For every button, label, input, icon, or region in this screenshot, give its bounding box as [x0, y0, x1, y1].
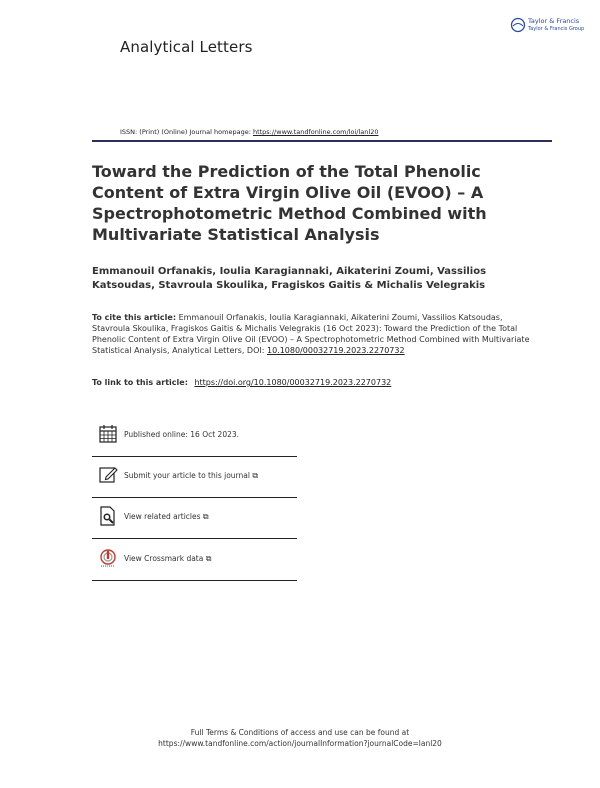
item-divider	[92, 538, 297, 539]
search-document-icon	[98, 506, 118, 526]
item-divider	[92, 580, 297, 581]
doi-link[interactable]: 10.1080/00032719.2023.2270732	[266, 346, 405, 355]
article-url-link[interactable]: https://doi.org/10.1080/00032719.2023.2270732	[194, 378, 392, 387]
submit-article-text: Submit your article to this journal	[124, 471, 250, 480]
calendar-icon	[98, 424, 118, 444]
footer-terms-text: Full Terms & Conditions of access and use can be found at	[190, 728, 410, 737]
publisher-logo-line1: Taylor & Francis	[528, 17, 580, 25]
crossmark-icon	[98, 548, 118, 568]
published-online-label: Published online: 16 Oct 2023.	[124, 430, 240, 439]
article-link-line	[92, 378, 391, 387]
crossmark-label	[124, 554, 211, 564]
footer-terms-link[interactable]: https://www.tandfonline.com/action/journalInformation?journalCode=lanl20	[158, 739, 442, 748]
header-divider	[92, 140, 552, 142]
cite-text: Emmanouil Orfanakis, Ioulia Karagiannaki, Aikaterini Zoumi, Vassilios Katsoudas, Stavroula Skoulika, Fragiskos Gaitis & Michalis Velegrakis (16 Oct 2023): Toward the Prediction of the Total Phenolic Content of Extra Virgin Olive Oil (EVOO) – A Spectrophotometric Method Combined with Multivariate Statistical Analysis, Analytical Letters, DOI:	[92, 313, 530, 355]
item-divider	[92, 456, 297, 457]
publisher-logo-line2: Taylor & Francis Group	[528, 26, 585, 32]
article-authors: Emmanouil Orfanakis, Ioulia Karagiannaki, Aikaterini Zoumi, Vassilios Katsoudas, Stavroula Skoulika, Fragiskos Gaitis & Michalis Velegrakis	[92, 266, 487, 291]
edit-icon	[98, 465, 118, 485]
external-link-icon: ⧉	[252, 471, 259, 480]
issn-prefix: ISSN: (Print) (Online) Journal homepage:	[120, 128, 253, 136]
journal-title: Analytical Letters	[120, 38, 253, 56]
item-divider	[92, 497, 297, 498]
submit-article-label	[124, 471, 258, 481]
related-articles-label	[124, 512, 209, 522]
link-label: To link to this article:	[92, 378, 188, 387]
article-title: Toward the Prediction of the Total Phenolic Content of Extra Virgin Olive Oil (EVOO) – A Spectrophotometric Method Combined with Multivariate Statistical Analysis	[92, 162, 487, 244]
issn-line	[120, 128, 378, 136]
external-link-icon: ⧉	[202, 512, 209, 521]
footer	[0, 727, 600, 749]
publisher-logo-icon	[510, 17, 526, 33]
journal-homepage-link[interactable]: https://www.tandfonline.com/loi/lanl20	[252, 128, 379, 136]
publisher-logo	[528, 17, 584, 33]
citation-block	[92, 312, 532, 356]
cite-label: To cite this article:	[92, 313, 177, 322]
related-articles-text: View related articles	[124, 512, 201, 521]
external-link-icon: ⧉	[205, 554, 212, 563]
crossmark-text: View Crossmark data	[124, 554, 204, 563]
